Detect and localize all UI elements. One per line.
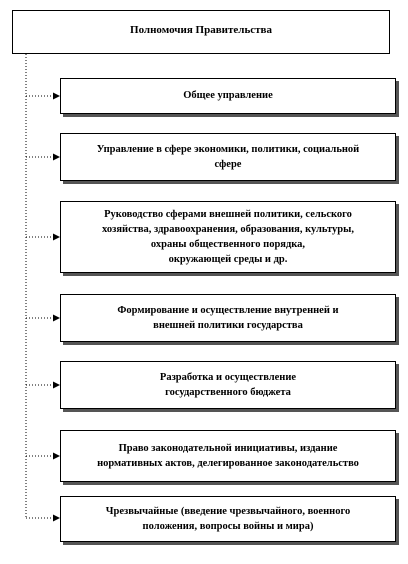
item-node-general-management [60,78,396,114]
item-node-economy-policy-social [60,133,396,181]
root-node [12,10,390,54]
item-node-emergency-powers [60,496,396,542]
item-node-label: Управление в сфере экономики, политики, социальной сфере [96,143,360,170]
item-node-label: Формирование и осуществление внутренней и внешней политики государства [117,304,339,331]
root-node-label: Полномочия Правительства [130,24,272,36]
item-node-label: Разработка и осуществление государственного бюджета [159,371,297,398]
item-node-label: Право законодательной инициативы, издание нормативных актов, делегированное законодательство [97,442,359,469]
item-node-label: Общее управление [183,90,273,102]
item-node-state-budget [60,361,396,409]
item-node-spheres-leadership [60,201,396,273]
item-node-legislative-initiative [60,430,396,482]
item-node-label: Чрезвычайные (введение чрезвычайного, военного положения, вопросы войны и мира) [105,505,351,532]
item-node-domestic-foreign-policy [60,294,396,342]
item-node-label: Руководство сферами внешней политики, сельского хозяйства, здравоохранения, образования, культуры, охраны общественного порядка, окружающей среды и др. [102,208,354,266]
